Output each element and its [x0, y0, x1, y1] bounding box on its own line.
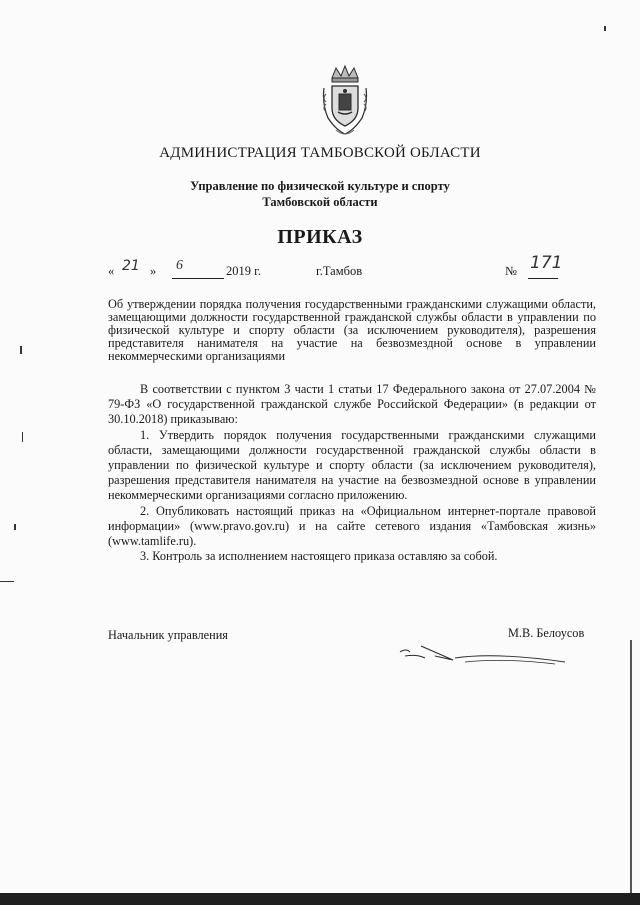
scan-mark — [20, 346, 22, 354]
item-1-paragraph: 1. Утвердить порядок получения государственными гражданскими служащими области, замещающими должности государственной гражданской службы области в управлении по физической культуре и спорту области (за исключением руководителя), разрешения представителя нанимателя на участие на безвозмездной основе в управлении некоммерческими организациями согласно приложению. — [108, 427, 596, 503]
scan-edge-bottom — [0, 893, 640, 905]
administration-name: АДМИНИСТРАЦИЯ ТАМБОВСКОЙ ОБЛАСТИ — [159, 145, 481, 161]
order-month: 6 — [176, 258, 183, 273]
order-body — [108, 382, 596, 564]
signer-title: Начальник управления — [108, 628, 228, 642]
scan-mark — [22, 432, 23, 442]
scan-mark — [14, 524, 16, 530]
order-city: г.Тамбов — [316, 264, 363, 278]
date-quote-close: » — [150, 264, 157, 278]
item-3-paragraph: 3. Контроль за исполнением настоящего приказа оставляю за собой. — [140, 549, 498, 564]
order-day: 21 — [122, 258, 140, 274]
scan-mark — [0, 581, 14, 582]
department-line-2: Тамбовской области — [262, 195, 378, 209]
preamble-paragraph: В соответствии с пунктом 3 части 1 статьи 17 Федерального закона от 27.07.2004 № 79-ФЗ «О государственной гражданской службе Российской Федерации» (в редакции от 30.10.2018) приказываю: — [108, 382, 596, 427]
handwritten-signature-icon — [395, 638, 565, 668]
order-number: 171 — [530, 253, 563, 273]
order-meta-row — [0, 253, 640, 284]
order-subject: Об утверждении порядка получения государственными гражданскими служащими области, замещающими должности государственной гражданской службы области в управлении по физической культуре и спорту области (за исключением руководителя), разрешения представителя нанимателя на участие на безвозмездной основе в управлении некоммерческими организациями — [108, 297, 596, 363]
scan-edge-right — [630, 640, 632, 900]
date-quote-open: « — [108, 264, 115, 278]
department-name — [0, 178, 640, 210]
document-type-title: ПРИКАЗ — [277, 226, 363, 248]
scan-mark — [604, 26, 606, 31]
department-line-1: Управление по физической культуре и спорту — [190, 179, 450, 193]
coat-of-arms-icon — [318, 64, 372, 142]
item-2-paragraph: 2. Опубликовать настоящий приказ на «Официальном интернет-портале правовой информации» (www.pravo.gov.ru) и на сайте сетевого издания «Тамбовская жизнь» (www.tamlife.ru). — [108, 503, 596, 549]
signer-name: М.В. Белоусов — [508, 626, 585, 640]
order-number-label: № — [505, 264, 517, 278]
order-year: 2019 г. — [226, 264, 261, 278]
